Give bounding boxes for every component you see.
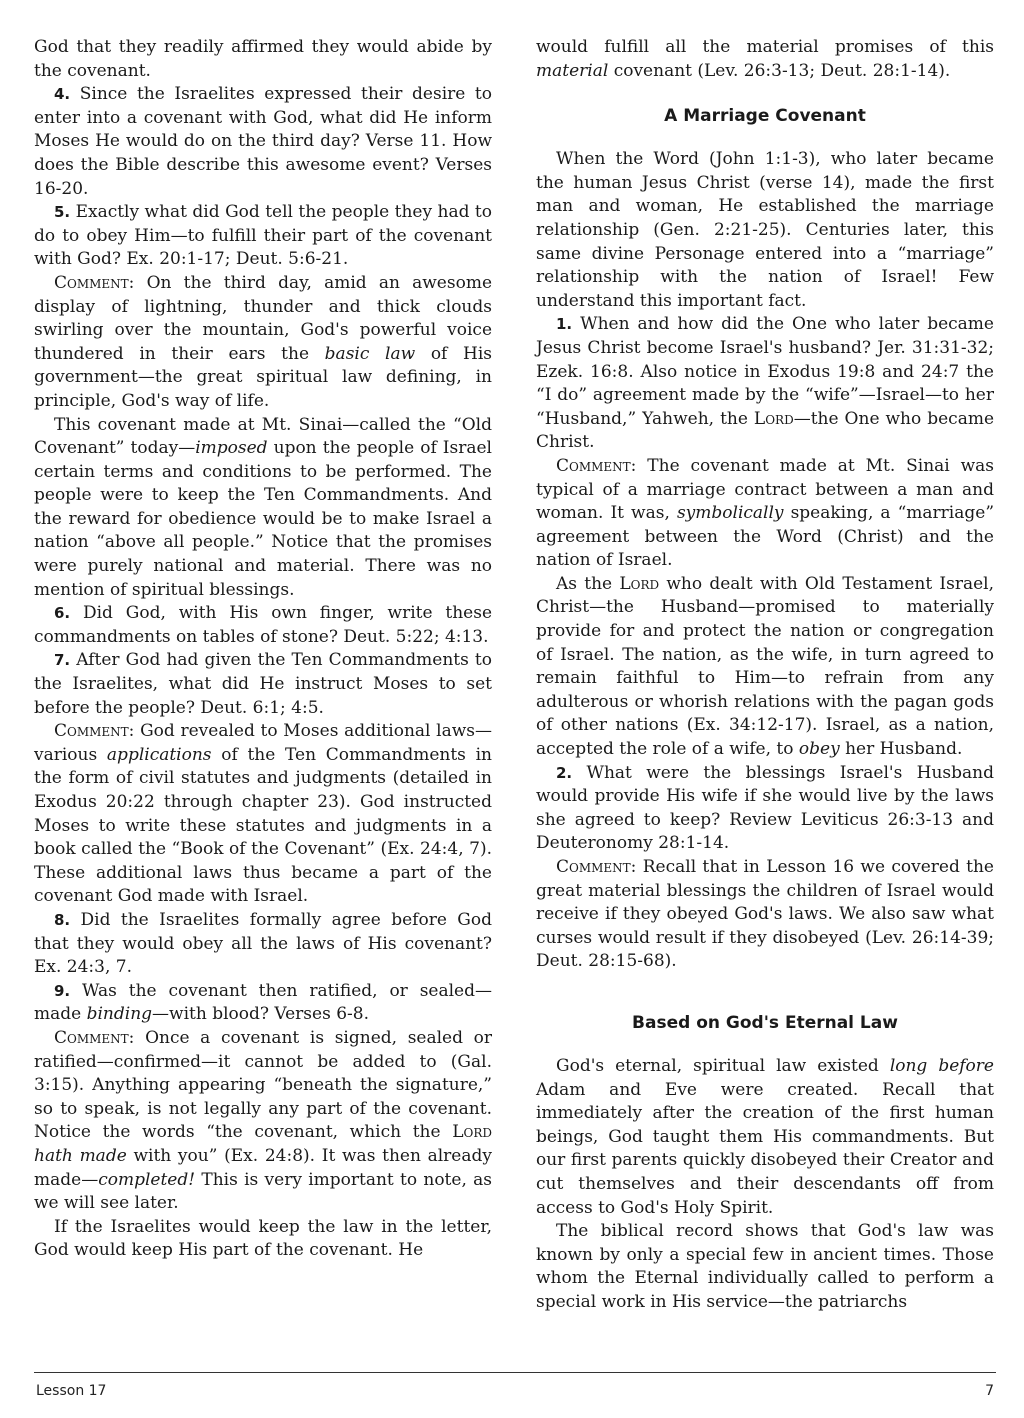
question-number: 7.	[54, 651, 71, 670]
comment: Comment: On the third day, amid an awesome display of lightning, thunder and thick clouds swirling over the mountain, God's powerful voice thundered in their ears the basic law of His government—the great spiritual law defining, in principle, God's way of life.	[34, 272, 492, 411]
paragraph: As the Lord who dealt with Old Testament Israel, Christ—the Husband—promised to materially provide for and protect the nation or congregation of Israel. The nation, as the wife, in turn agreed to remain faithful to Him—to refrain from any adulterous or whorish relations with the pagan gods of other nations (Ex. 34:12-17). Israel, as a nation, accepted the role of a wife, to obey her Husband.	[536, 573, 994, 760]
question-number: 1.	[556, 315, 573, 334]
paragraph: If the Israelites would keep the law in the letter, God would keep His part of the covenant. He	[34, 1216, 492, 1261]
footer-lesson-label: Lesson 17	[36, 1383, 107, 1399]
question-number: 9.	[54, 981, 71, 1000]
comment: Comment: God revealed to Moses additional laws—various applications of the Ten Commandments in the form of civil statutes and judgments (detailed in Exodus 20:22 through chapter 23). God instructed Moses to write these statutes and judgments in a book called the “Book of the Covenant” (Ex. 24:4, 7). These additional laws thus became a part of the covenant God made with Israel.	[34, 721, 492, 907]
question-number: 6.	[54, 604, 71, 623]
comment: Comment: Recall that in Lesson 16 we covered the great material blessings the children of Israel would receive if they obeyed God's laws. We also saw what curses would result if they disobeyed (Lev. 26:14-39; Deut. 28:15-68).	[536, 857, 994, 972]
question-number: 5.	[54, 203, 71, 222]
page-number: 7	[985, 1383, 994, 1399]
question-2: 2. What were the blessings Israel's Husband would provide His wife if she would live by the laws she agreed to keep? Review Leviticus 26:3-13 and Deuteronomy 28:1-14.	[536, 762, 994, 854]
section-heading: A Marriage Covenant	[664, 106, 866, 127]
right-column	[536, 36, 994, 1315]
question-4: 4. Since the Israelites expressed their desire to enter into a covenant with God, what did He inform Moses He would do on the third day? Verse 11. How does the Bible describe this awesome event? Verses 16-20.	[34, 84, 492, 199]
comment: Comment: Once a covenant is signed, sealed or ratified—confirmed—it cannot be added to (Gal. 3:15). Anything appearing “beneath the signature,” so to speak, is not legally any part of the covenant. Notice the words “the covenant, which the Lord hath made with you” (Ex. 24:8). It was then already made—completed! This is very important to note, as we will see later.	[34, 1027, 492, 1214]
paragraph: would fulfill all the material promises of this material covenant (Lev. 26:3-13; Deut. 28:1-14).	[536, 37, 994, 81]
question-5: 5. Exactly what did God tell the people they had to do to obey Him—to fulfill their part of the covenant with God? Ex. 20:1-17; Deut. 5:6-21.	[34, 202, 492, 270]
question-1: 1. When and how did the One who later became Jesus Christ become Israel's husband? Jer. 31:31-32; Ezek. 16:8. Also notice in Exodus 19:8 and 24:7 the “I do” agreement made by the “wife”—Israel—to her “Husband,” Yahweh, the Lord—the One who became Christ.	[536, 314, 995, 453]
question-number: 4.	[54, 85, 71, 104]
question-6: 6. Did God, with His own finger, write these commandments on tables of stone? Deut. 5:22; 4:13.	[34, 603, 492, 647]
paragraph: The biblical record shows that God's law was known by only a special few in ancient times. Those whom the Eternal individually called to perform a special work in His service—the patriarchs	[536, 1221, 994, 1312]
paragraph: God that they readily affirmed they would abide by the covenant.	[34, 37, 492, 81]
question-7: 7. After God had given the Ten Commandments to the Israelites, what did He instruct Moses to set before the people? Deut. 6:1; 4:5.	[34, 650, 492, 718]
paragraph: God's eternal, spiritual law existed long before Adam and Eve were created. Recall that immediately after the creation of the first human beings, God taught them His commandments. But our first parents quickly disobeyed their Creator and cut themselves and their descendants off from access to God's Holy Spirit.	[536, 1055, 994, 1218]
comment-label: Comment:	[54, 721, 135, 742]
question-number: 8.	[54, 910, 71, 929]
paragraph: This covenant made at Mt. Sinai—called the “Old Covenant” today—imposed upon the people of Israel certain terms and conditions to be performed. The people were to keep the Ten Commandments. And the reward for obedience would be to make Israel a nation “above all people.” Notice that the promises were purely national and material. There was no mention of spiritual blessings.	[34, 414, 492, 600]
comment-label: Comment:	[556, 857, 637, 877]
comment-label: Comment:	[54, 272, 135, 293]
question-8: 8. Did the Israelites formally agree before God that they would obey all the laws of His covenant? Ex. 24:3, 7.	[34, 909, 492, 978]
footer-rule	[34, 1372, 996, 1373]
question-9: 9. Was the covenant then ratified, or sealed—made binding—with blood? Verses 6-8.	[34, 980, 492, 1025]
section-heading: Based on God's Eternal Law	[632, 1012, 898, 1033]
comment-label: Comment:	[54, 1027, 135, 1048]
paragraph: When the Word (John 1:1-3), who later became the human Jesus Christ (verse 14), made the first man and woman, He established the marriage relationship (Gen. 2:21-25). Centuries later, this same divine Personage entered into a “marriage” relationship with the nation of Israel! Few understand this important fact.	[536, 149, 994, 311]
question-number: 2.	[556, 763, 573, 782]
comment: Comment: The covenant made at Mt. Sinai was typical of a marriage contract between a man and woman. It was, symbolically speaking, a “marriage” agreement between the Word (Christ) and the nation of Israel.	[536, 455, 995, 571]
comment-label: Comment:	[556, 455, 637, 476]
left-column	[34, 36, 492, 1263]
